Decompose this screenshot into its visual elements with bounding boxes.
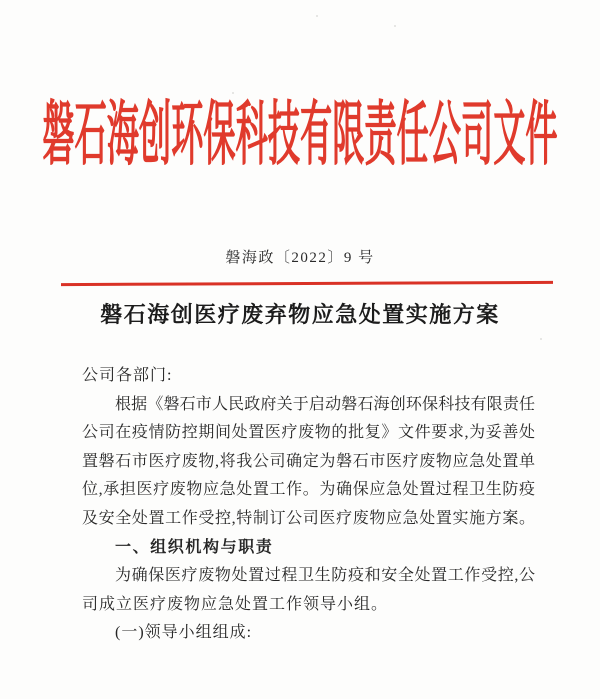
scan-speck [540,338,542,340]
body-line: 及安全处置工作受控,特制订公司医疗废物应急处置实施方案。 [82,509,535,527]
scan-speck [232,92,234,94]
red-separator-line [61,281,553,286]
body-line: 公司在疫情防控期间处置医疗废物的批复》文件要求,为妥善处 [82,424,535,442]
company-file-header: 磐石海创环保科技有限责任公司文件 [42,97,558,174]
scan-speck [316,15,318,17]
body-line: 司成立医疗废物应急处置工作领导小组。 [82,595,389,613]
document-number: 磐海政〔2022〕9 号 [225,250,375,266]
scan-speck [394,25,396,27]
red-header-banner [0,96,600,176]
body-line: 位,承担医疗废物应急处置工作。为确保应急处置过程卫生防疫 [82,481,535,499]
body-line: (一)领导小组组成: [115,624,253,642]
document-body [82,362,535,648]
body-line: 根据《磐石市人民政府关于启动磐石海创环保科技有限责任 [115,395,535,413]
body-line: 为确保医疗废物处置过程卫生防疫和安全处置工作受控,公 [115,567,535,585]
body-line: 公司各部门: [82,367,173,384]
section-heading: 一、组织机构与职责 [115,538,274,556]
document-title: 磐石海创医疗废弃物应急处置实施方案 [100,302,500,327]
body-line: 置磐石市医疗废物,将我公司确定为磐石市医疗废物应急处置单 [82,452,535,470]
